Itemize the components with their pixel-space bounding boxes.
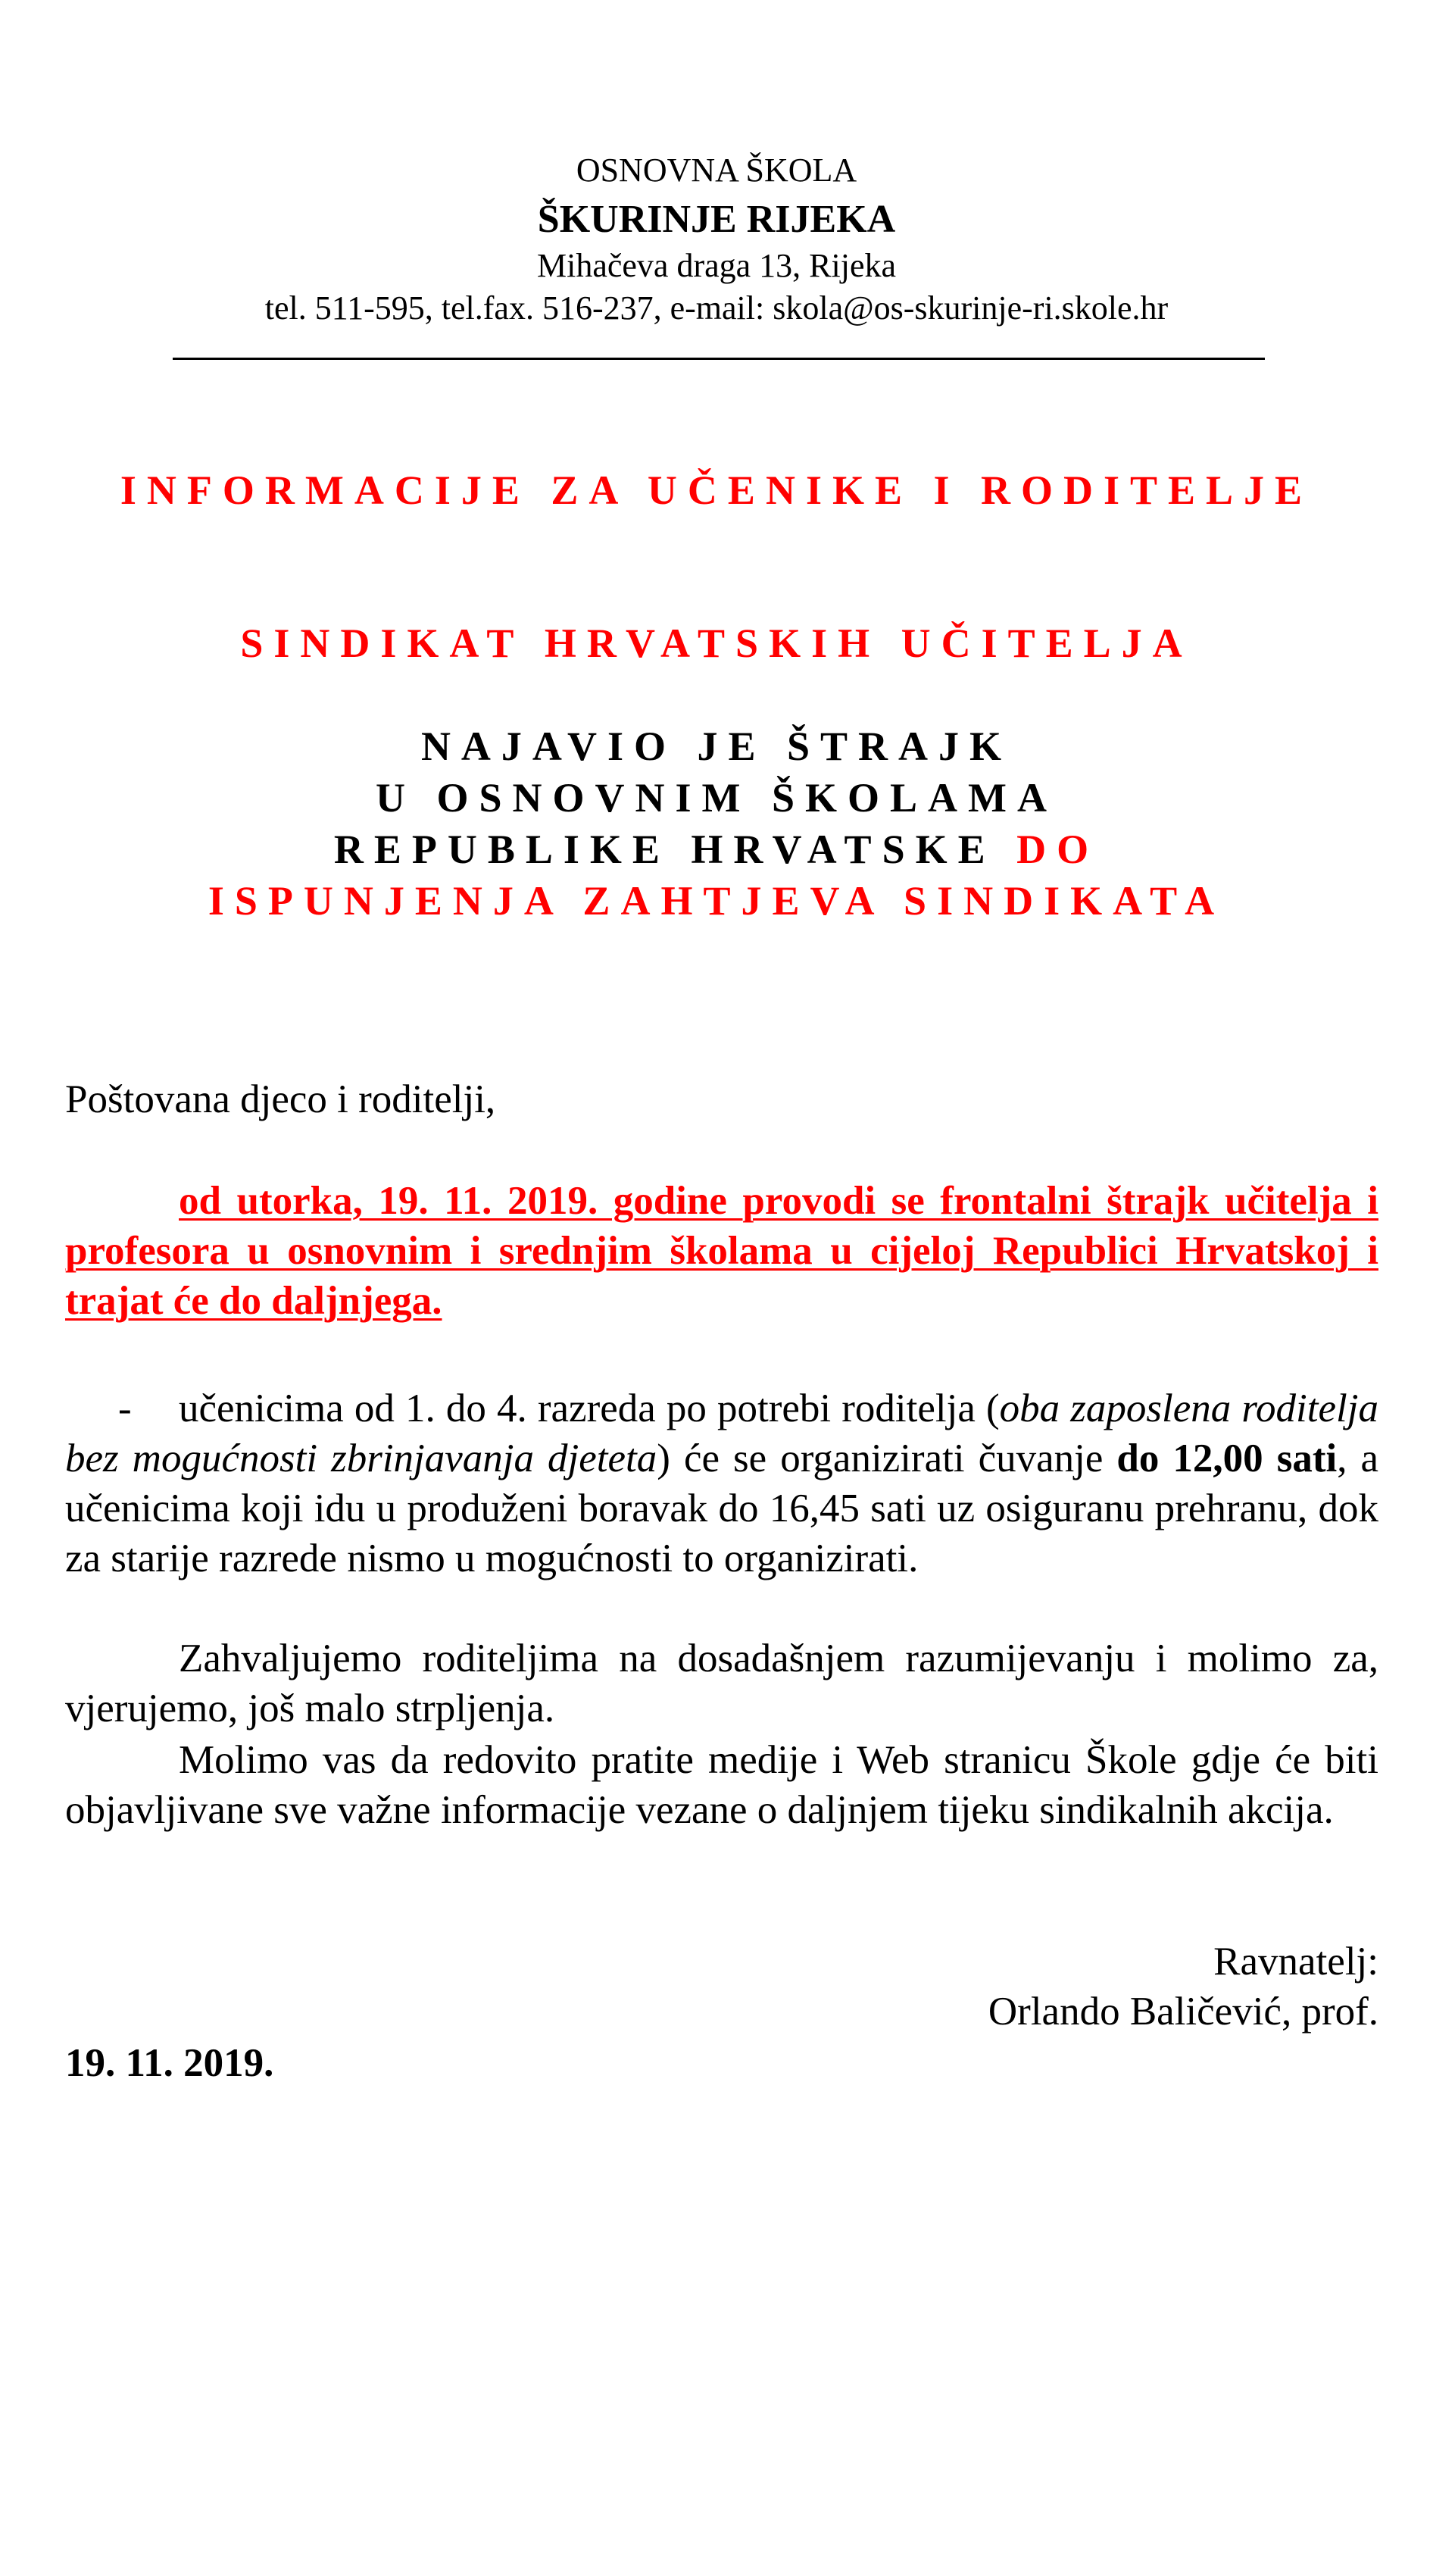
bullet-text-3: , a učenicima koji idu u produženi boravak do 16,45 sati uz osiguranu prehranu, dok za starije razrede nismo u mogućnosti to organizirati. (65, 1436, 1379, 1580)
bullet-text-2: ) će se organizirati čuvanje (657, 1436, 1117, 1480)
strike-notice (65, 1176, 1378, 1326)
strike-notice-text: od utorka, 19. 11. 2019. godine provodi se frontalni štrajk učitelja i profesora u osnovnim i srednjim školama u cijeloj Republici Hrvatskoj i trajat će do daljnjega. (65, 1179, 1378, 1323)
strike-title-line3-red: DO (1016, 827, 1100, 872)
info-title: INFORMACIJE ZA UČENIKE I RODITELJE (120, 467, 1313, 513)
childcare-bullet (65, 1383, 1378, 1583)
bullet-text-1: učenicima od 1. do 4. razreda po potrebi roditelja ( (179, 1386, 1000, 1430)
strike-title-line1: NAJAVIO JE ŠTRAJK (420, 724, 1013, 769)
follow-paragraph: Molimo vas da redovito pratite medije i Web stranicu Škole gdje će biti objavljivane sve važne informacije vezane o daljnjem tijeku sindikalnih akcija. (65, 1738, 1378, 1832)
bullet-dash: - (118, 1386, 132, 1430)
bullet-italic-text: oba zaposlena roditelja bez mogućnosti zbrinjavanja djeteta (65, 1386, 1378, 1480)
document-date: 19. 11. 2019. (65, 2041, 274, 2085)
school-address: Mihačeva draga 13, Rijeka (536, 247, 897, 284)
school-contact: tel. 511-595, tel.fax. 516-237, e-mail: skola@os-skurinje-ri.skole.hr (264, 289, 1169, 327)
school-name: ŠKURINJE RIJEKA (537, 198, 896, 241)
strike-title-line3 (0, 823, 1433, 876)
signature-role: Ravnatelj: (1213, 1940, 1378, 1984)
strike-title-line4: ISPUNJENJA ZAHTJEVA SINDIKATA (208, 878, 1225, 924)
strike-title-line3-black: REPUBLIKE HRVATSKE (333, 827, 996, 872)
signature-name: Orlando Baličević, prof. (988, 1990, 1378, 2034)
greeting: Poštovana djeco i roditelji, (65, 1077, 496, 1121)
union-title: SINDIKAT HRVATSKIH UČITELJA (240, 621, 1193, 666)
strike-title-line2: U OSNOVNIM ŠKOLAMA (375, 775, 1058, 821)
header-divider (173, 358, 1265, 360)
bullet-bold-text: do 12,00 sati (1116, 1436, 1338, 1480)
school-type: OSNOVNA ŠKOLA (576, 152, 857, 189)
thanks-paragraph: Zahvaljujemo roditeljima na dosadašnjem razumijevanju i molimo za, vjerujemo, još malo strpljenja. (65, 1637, 1378, 1730)
